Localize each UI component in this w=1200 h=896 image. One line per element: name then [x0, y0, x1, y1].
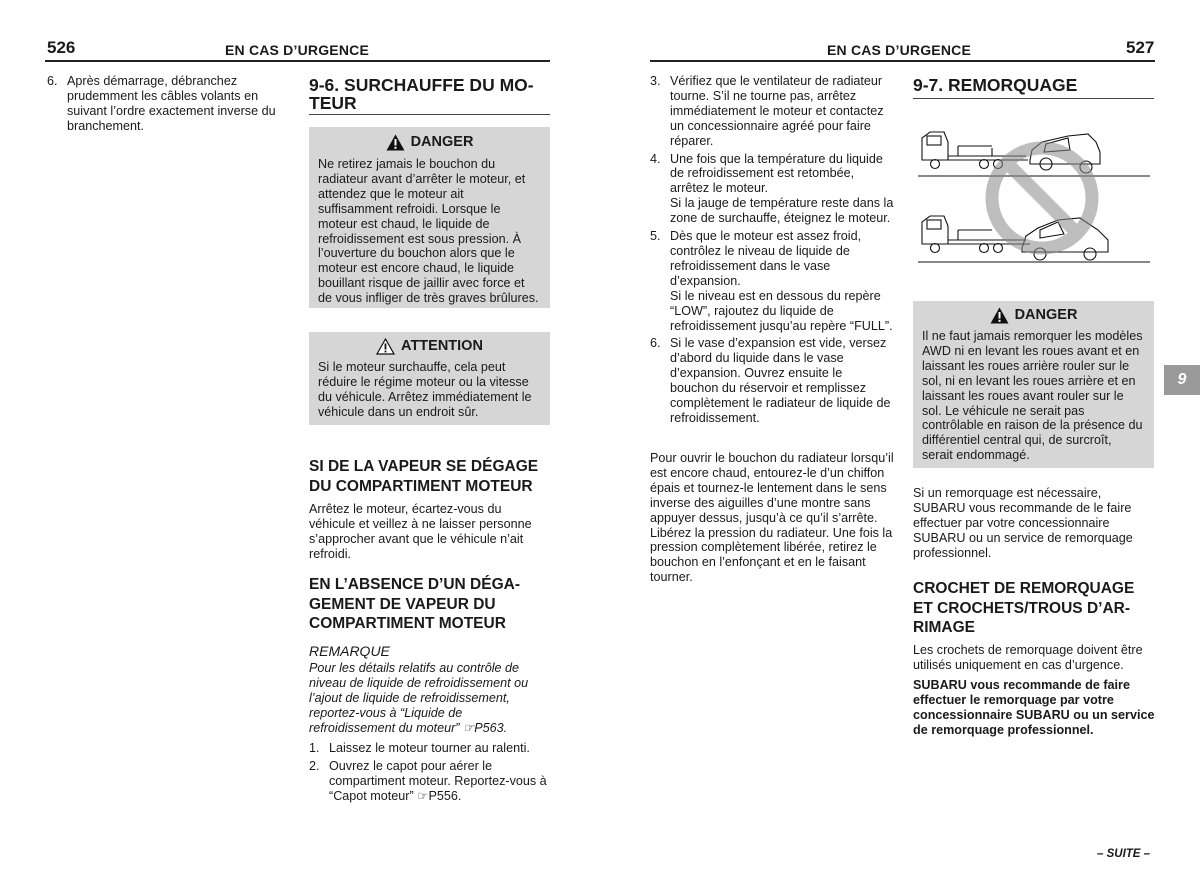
attention-box — [309, 332, 550, 425]
left-header-rule — [45, 60, 550, 62]
warning-triangle-icon — [990, 307, 1009, 324]
danger-box-right — [913, 301, 1154, 468]
danger-header: DANGER — [913, 301, 1154, 329]
left-header-title: EN CAS D’URGENCE — [225, 42, 369, 58]
subaru-text: Si un remorquage est nécessaire, SUBARU vous recommande de le faire effectuer par votre concessionnaire SUBARU ou un service de remorquage professionnel. — [913, 486, 1133, 560]
remarque-label: REMARQUE — [309, 643, 390, 659]
danger-text: Ne retirez jamais le bouchon du radiateur avant d’arrêter le moteur, et attendez que le moteur ait suffisamment refroidi. Lorsque le moteur est chaud, le liquide de refroidissement est sous pression. À l’ouverture du bouchon alors que le moteur est encore chaud, le liquide bouillant risque de jaillir avec force et de vous infliger de très graves brûlures. — [318, 157, 539, 306]
list-item: 2. Ouvrez le capot pour aérer le compartiment moteur. Reportez-vous à “Capot moteur” ☞P556. — [309, 758, 547, 803]
towing-prohibited-illustration — [918, 120, 1150, 272]
left-page-number: 526 — [47, 38, 76, 57]
chapter-tab[interactable]: 9 — [1164, 365, 1200, 395]
subsection-title-absence: EN L’ABSENCE D’UN DÉGA- GEMENT DE VAPEUR DU COMPARTIMENT MOTEUR — [309, 576, 520, 632]
crochet-bold-text: SUBARU vous recommande de faire effectuer le remorquage par votre concessionnaire SUBARU ou un service de remorquage professionnel. — [913, 678, 1155, 737]
right-steps — [650, 74, 894, 429]
list-item: 1. Laissez le moteur tourner au ralenti. — [309, 741, 530, 755]
subsection-title-crochet: CROCHET DE REMORQUAGE ET CROCHETS/TROUS D’AR- RIMAGE — [913, 580, 1135, 636]
danger-box-left — [309, 127, 550, 308]
list-item: 6. Après démarrage, débranchez prudemment les câbles volants en suivant l’ordre exactement inverse du branchement. — [47, 74, 276, 133]
subsection-title-vapeur: SI DE LA VAPEUR SE DÉGAGE DU COMPARTIMENT MOTEUR — [309, 458, 539, 495]
list-item: 5. Dès que le moteur est assez froid, contrôlez le niveau de liquide de refroidissement dans le vase d’expansion. Si le niveau est en dessous du repère “LOW”, rajoutez du liquide de refroidissement jusqu’au repère “FULL”. — [650, 229, 893, 333]
attention-text: Si le moteur surchauffe, cela peut réduire le régime moteur ou la vitesse du véhicule. Arrêtez immédiatement le véhicule dans un endroit sûr. — [318, 360, 532, 419]
list-item: 3. Vérifiez que le ventilateur de radiateur tourne. S’il ne tourne pas, arrêtez immédiatement le moteur et contactez un concessionnaire agréé pour faire réparer. — [650, 74, 884, 148]
caution-triangle-icon — [376, 338, 395, 355]
list-item: 4. Une fois que la température du liquide de refroidissement est retombée, arrêtez le moteur. Si la jauge de température reste dans la zone de surchauffe, éteignez le moteur. — [650, 151, 894, 226]
left-col1 — [47, 74, 279, 137]
warning-triangle-icon — [386, 134, 405, 151]
section-rule — [309, 114, 550, 115]
section-rule — [913, 98, 1154, 99]
danger-header: DANGER — [309, 127, 550, 157]
vapeur-text: Arrêtez le moteur, écartez-vous du véhicule et veillez à ne laisser personne s’approcher avant que le véhicule n’ait refroidi. — [309, 502, 532, 561]
crochet-text: Les crochets de remorquage doivent être utilisés uniquement en cas d’urgence. — [913, 643, 1143, 672]
section-title-surchauffe: 9-6. SURCHAUFFE DU MO- TEUR — [309, 75, 534, 113]
danger-text: Il ne faut jamais remorquer les modèles AWD ni en levant les roues avant et en laissant les roues arrière rouler sur le sol, ni en levant les roues arrière et en laissant les roues avant rouler sur le sol. Le véhicule ne serait pas contrôlable en raison de la présence du différentiel central qui, de surcroît, serait endommagé. — [922, 329, 1143, 463]
right-header-title: EN CAS D’URGENCE — [827, 42, 971, 58]
right-page-number: 527 — [1126, 38, 1155, 57]
left-steps — [309, 741, 552, 807]
list-item: 6. Si le vase d’expansion est vide, versez d’abord du liquide dans le vase d’expansion. Ouvrez ensuite le bouchon du réservoir et remplissez complètement le radiateur de liquide de refroidissement. — [650, 336, 891, 425]
attention-header: ATTENTION — [309, 332, 550, 360]
suite-footer: – SUITE – — [1097, 848, 1151, 860]
remarque-text: Pour les détails relatifs au contrôle de niveau de liquide de refroidissement ou l’ajout de liquide de refroidissement, reportez-vous à “Liquide de refroidissement du moteur” ☞P563. — [309, 661, 529, 735]
right-header-rule — [650, 60, 1155, 62]
bouchon-text: Pour ouvrir le bouchon du radiateur lorsqu’il est encore chaud, entourez-le d’un chiffon épais et tournez-le lentement dans le sens inverse des aiguilles d’une montre sans appuyer dessus, jusqu’à ce qu’il s’arrête. Libérez la pression du radiateur. Une fois la pression complètement libérée, retirez le bouchon en l’enfonçant et en le faisant tourner. — [650, 451, 894, 585]
section-title-remorquage: 9-7. REMORQUAGE — [913, 75, 1078, 95]
